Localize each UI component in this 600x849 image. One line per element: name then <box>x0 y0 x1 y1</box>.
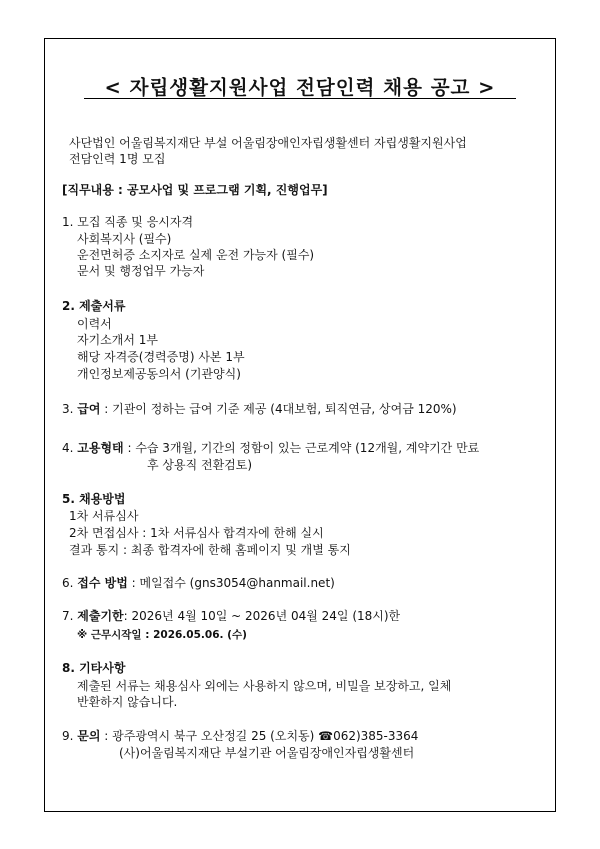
deadline-text: : 2026년 4월 10일 ~ 2026년 04월 24일 (18시)한 <box>123 609 401 623</box>
employment-number: 4. <box>62 441 78 455</box>
document-item: 자기소개서 1부 <box>77 333 159 347</box>
employment-label: 고용형태 <box>77 441 124 455</box>
duty-description: [직무내용 : 공모사업 및 프로그램 기획, 진행업무] <box>62 183 328 197</box>
recruit-item: 운전면허증 소지자로 실제 운전 가능자 (필수) <box>77 248 315 262</box>
recruit-item: 문서 및 행정업무 가능자 <box>77 264 205 278</box>
salary-number: 3. <box>62 402 78 416</box>
title-underline <box>84 98 516 99</box>
contact-text: : 광주광역시 북구 오산정길 25 (오치동) ☎062)385-3364 <box>100 729 419 743</box>
document-item: 해당 자격증(경력증명) 사본 1부 <box>77 350 245 364</box>
contact-number: 9. <box>62 729 78 743</box>
work-start-note: ※ 근무시작일 : 2026.05.06. (수) <box>77 629 247 641</box>
deadline-number: 7. <box>62 609 78 623</box>
employment-text-cont: 후 상용직 전환검토) <box>147 458 253 472</box>
employment-text: : 수습 3개월, 기간의 정함이 있는 근로계약 (12개월, 계약기간 만료 <box>123 441 480 455</box>
intro-line-2: 전담인력 1명 모집 <box>69 152 166 166</box>
method-item: 결과 통지 : 최종 합격자에 한해 홈페이지 및 개별 통지 <box>69 543 351 557</box>
other-line-1: 제출된 서류는 채용심사 외에는 사용하지 않으며, 비밀을 보장하고, 일체 <box>77 679 452 693</box>
section-deadline <box>62 608 400 624</box>
document-item: 개인정보제공동의서 (기관양식) <box>77 367 241 381</box>
apply-text: : 메일접수 (gns3054@hanmail.net) <box>127 576 335 590</box>
section-apply <box>62 575 335 591</box>
section-contact <box>62 728 418 744</box>
section-other-heading: 8. 기타사항 <box>62 661 126 675</box>
intro-line-1: 사단법인 어울림복지재단 부설 어울림장애인자립생활센터 자립생활지원사업 <box>69 136 467 150</box>
section-employment <box>62 440 479 456</box>
method-item: 1차 서류심사 <box>69 509 139 523</box>
salary-label: 급여 <box>77 402 101 416</box>
deadline-label: 제출기한 <box>77 609 124 623</box>
section-recruit-heading: 1. 모집 직종 및 응시자격 <box>62 215 194 229</box>
recruit-item: 사회복지사 (필수) <box>77 232 172 246</box>
other-line-2: 반환하지 않습니다. <box>77 695 178 709</box>
apply-number: 6. <box>62 576 78 590</box>
section-documents-heading: 2. 제출서류 <box>62 299 126 313</box>
contact-label: 문의 <box>77 729 101 743</box>
contact-organization: (사)어울림복지재단 부설기관 어울림장애인자립생활센터 <box>119 746 415 760</box>
page-title: < 자립생활지원사업 전담인력 채용 공고 > <box>104 76 496 99</box>
method-item: 2차 면접심사 : 1차 서류심사 합격자에 한해 실시 <box>69 526 324 540</box>
salary-text: : 기관이 정하는 급여 기준 제공 (4대보험, 퇴직연금, 상여금 120%) <box>100 402 457 416</box>
apply-label: 접수 방법 <box>77 576 128 590</box>
document-item: 이력서 <box>77 317 112 331</box>
section-method-heading: 5. 채용방법 <box>62 492 126 506</box>
section-salary <box>62 401 457 417</box>
